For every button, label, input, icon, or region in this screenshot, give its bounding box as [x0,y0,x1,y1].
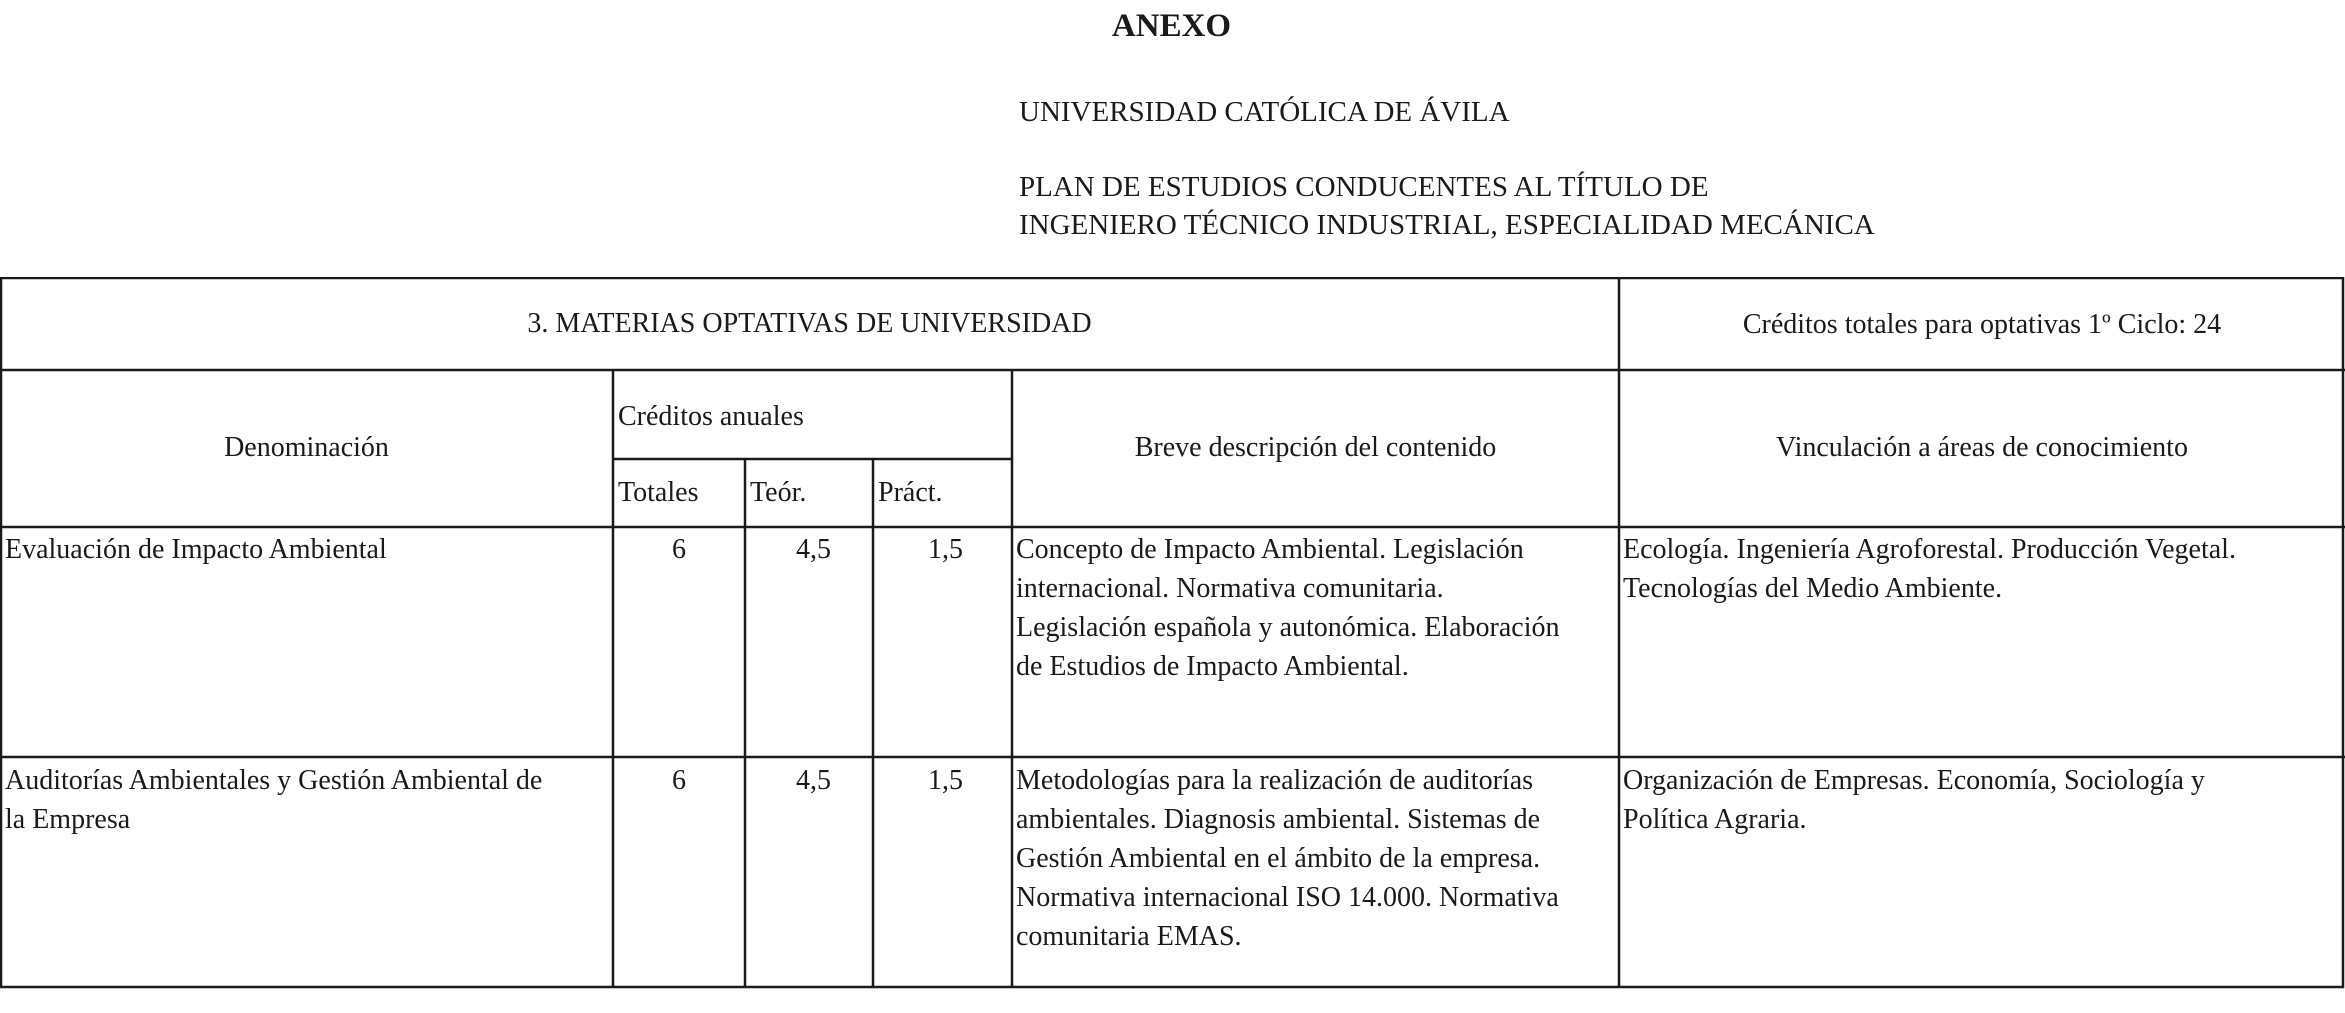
row-2-vinculacion-line: Política Agraria. [1623,804,1807,835]
row-2-descripcion-line: comunitaria EMAS. [1016,921,1242,952]
header-totales: Totales [618,477,699,508]
total-credits-label: Créditos totales para optativas 1º Ciclo: 24 [1742,309,2222,340]
header-creditos-anuales: Créditos anuales [618,401,804,432]
header-descripcion: Breve descripción del contenido [1134,432,1497,463]
row-1-descripcion-line: Concepto de Impacto Ambiental. Legislación [1016,534,1524,565]
row-2-denominacion-line: la Empresa [5,804,131,835]
row-2-descripcion-line: Normativa internacional ISO 14.000. Normativa [1016,882,1559,913]
row-2-vinculacion-line: Organización de Empresas. Economía, Sociología y [1623,765,2205,796]
row-2-denominacion-line: Auditorías Ambientales y Gestión Ambiental de [5,765,543,796]
row-2-descripcion-line: Metodologías para la realización de auditorías [1016,765,1534,796]
header-teor: Teór. [750,477,807,508]
row-2-teor: 4,5 [796,765,831,796]
section-title: 3. MATERIAS OPTATIVAS DE UNIVERSIDAD [527,308,1092,339]
row-1-descripcion-line: internacional. Normativa comunitaria. [1016,573,1444,604]
university-name: UNIVERSIDAD CATÓLICA DE ÁVILA [1019,96,1510,128]
row-1-denominacion: Evaluación de Impacto Ambiental [5,534,387,565]
row-2-totales: 6 [672,765,686,796]
row-1-descripcion-line: Legislación española y autonómica. Elaboración [1016,612,1560,643]
header-vinculacion: Vinculación a áreas de conocimiento [1776,432,2188,463]
row-1-vinculacion-line: Tecnologías del Medio Ambiente. [1623,573,2003,604]
row-2-pract: 1,5 [928,765,963,796]
plan-title-line-2: INGENIERO TÉCNICO INDUSTRIAL, ESPECIALIDAD MECÁNICA [1019,209,1875,241]
row-2-descripcion-line: Gestión Ambiental en el ámbito de la empresa. [1016,843,1541,874]
header-denominacion: Denominación [224,432,389,463]
row-1-vinculacion-line: Ecología. Ingeniería Agroforestal. Producción Vegetal. [1623,534,2236,565]
row-1-descripcion-line: de Estudios de Impacto Ambiental. [1016,651,1409,682]
row-1-pract: 1,5 [928,534,963,565]
optional-subjects-table [0,277,2345,989]
document-title: ANEXO [1111,8,1232,44]
row-2-descripcion-line: ambientales. Diagnosis ambiental. Sistemas de [1016,804,1541,835]
row-1-teor: 4,5 [796,534,831,565]
header-pract: Práct. [878,477,943,508]
row-1-totales: 6 [672,534,686,565]
plan-title-line-1: PLAN DE ESTUDIOS CONDUCENTES AL TÍTULO DE [1019,171,1709,203]
